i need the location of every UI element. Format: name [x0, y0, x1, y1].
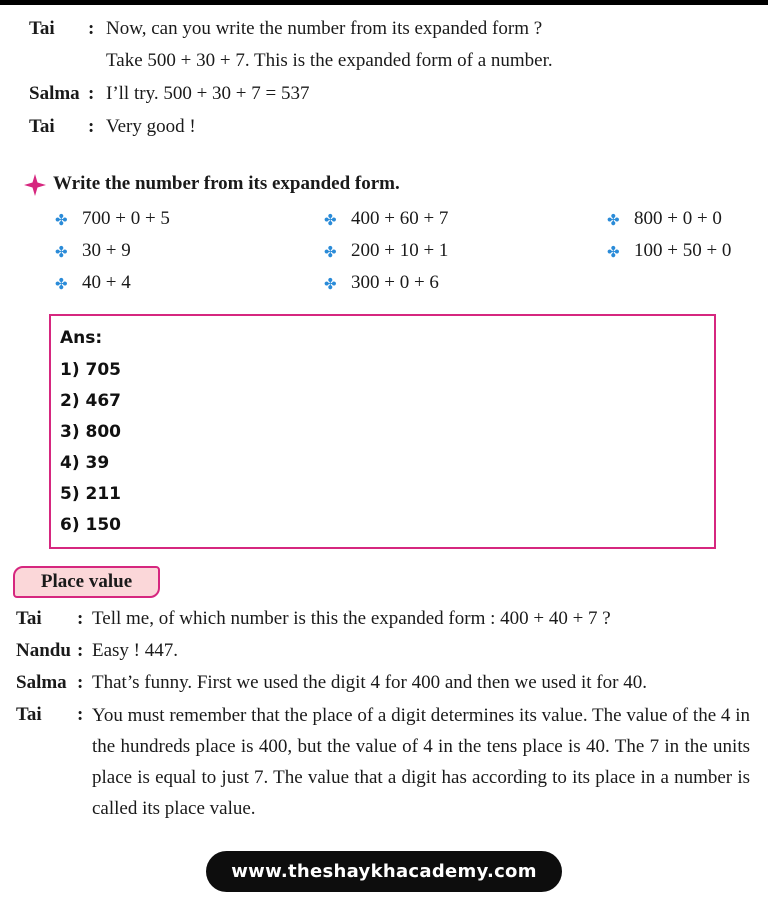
dialogue-line: Easy ! 447. — [92, 640, 179, 661]
colon: : — [88, 116, 95, 137]
dialogue-line: Now, can you write the number from its expanded form ? — [106, 18, 543, 39]
speaker-tai: Tai — [16, 704, 42, 725]
answer-box — [49, 314, 716, 549]
flower-bullet-icon: ✤ — [324, 277, 337, 293]
answer-line: 5) 211 — [60, 484, 122, 504]
dialogue-line: I’ll try. 500 + 30 + 7 = 537 — [106, 83, 310, 104]
place-value-badge: Place value — [13, 566, 160, 598]
dialogue-line: Very good ! — [106, 116, 196, 137]
colon: : — [77, 672, 84, 693]
dialogue-line: Tell me, of which number is this the expanded form : 400 + 40 + 7 ? — [92, 608, 611, 629]
top-border — [0, 0, 768, 5]
four-point-star-icon — [24, 174, 46, 196]
exercise-heading: Write the number from its expanded form. — [53, 173, 400, 194]
speaker-tai: Tai — [29, 116, 55, 137]
colon: : — [77, 608, 84, 629]
exercise-item: 800 + 0 + 0 — [634, 208, 722, 229]
exercise-item: 400 + 60 + 7 — [351, 208, 449, 229]
exercise-item: 300 + 0 + 6 — [351, 272, 439, 293]
exercise-item: 40 + 4 — [82, 272, 131, 293]
exercise-item: 700 + 0 + 5 — [82, 208, 170, 229]
dialogue-paragraph: You must remember that the place of a digit determines its value. The value of the 4 in the hundreds place is 400, but the value of 4 in the tens place is 40. The 7 in the units place is equal to just 7. The value that a digit has according to its place in a number is called its place value. — [92, 705, 750, 819]
flower-bullet-icon: ✤ — [324, 213, 337, 229]
colon: : — [88, 18, 95, 39]
answer-line: 1) 705 — [60, 360, 122, 380]
exercise-item: 30 + 9 — [82, 240, 131, 261]
colon: : — [77, 704, 84, 725]
flower-bullet-icon: ✤ — [55, 245, 68, 261]
speaker-tai: Tai — [29, 18, 55, 39]
answer-line: 6) 150 — [60, 515, 122, 535]
flower-bullet-icon: ✤ — [55, 213, 68, 229]
flower-bullet-icon: ✤ — [607, 245, 620, 261]
speaker-salma: Salma — [16, 672, 67, 693]
flower-bullet-icon: ✤ — [55, 277, 68, 293]
answer-line: 2) 467 — [60, 391, 122, 411]
speaker-nandu: Nandu — [16, 640, 71, 661]
speaker-tai: Tai — [16, 608, 42, 629]
flower-bullet-icon: ✤ — [324, 245, 337, 261]
answer-label: Ans: — [60, 328, 103, 348]
website-link[interactable]: www.theshaykhacademy.com — [206, 851, 562, 892]
exercise-item: 200 + 10 + 1 — [351, 240, 449, 261]
answer-line: 3) 800 — [60, 422, 122, 442]
answer-line: 4) 39 — [60, 453, 110, 473]
dialogue-line-cont: Take 500 + 30 + 7. This is the expanded form of a number. — [106, 50, 553, 71]
colon: : — [77, 640, 84, 661]
speaker-salma: Salma — [29, 83, 80, 104]
colon: : — [88, 83, 95, 104]
dialogue-line: That’s funny. First we used the digit 4 for 400 and then we used it for 40. — [92, 672, 647, 693]
flower-bullet-icon: ✤ — [607, 213, 620, 229]
exercise-item: 100 + 50 + 0 — [634, 240, 732, 261]
